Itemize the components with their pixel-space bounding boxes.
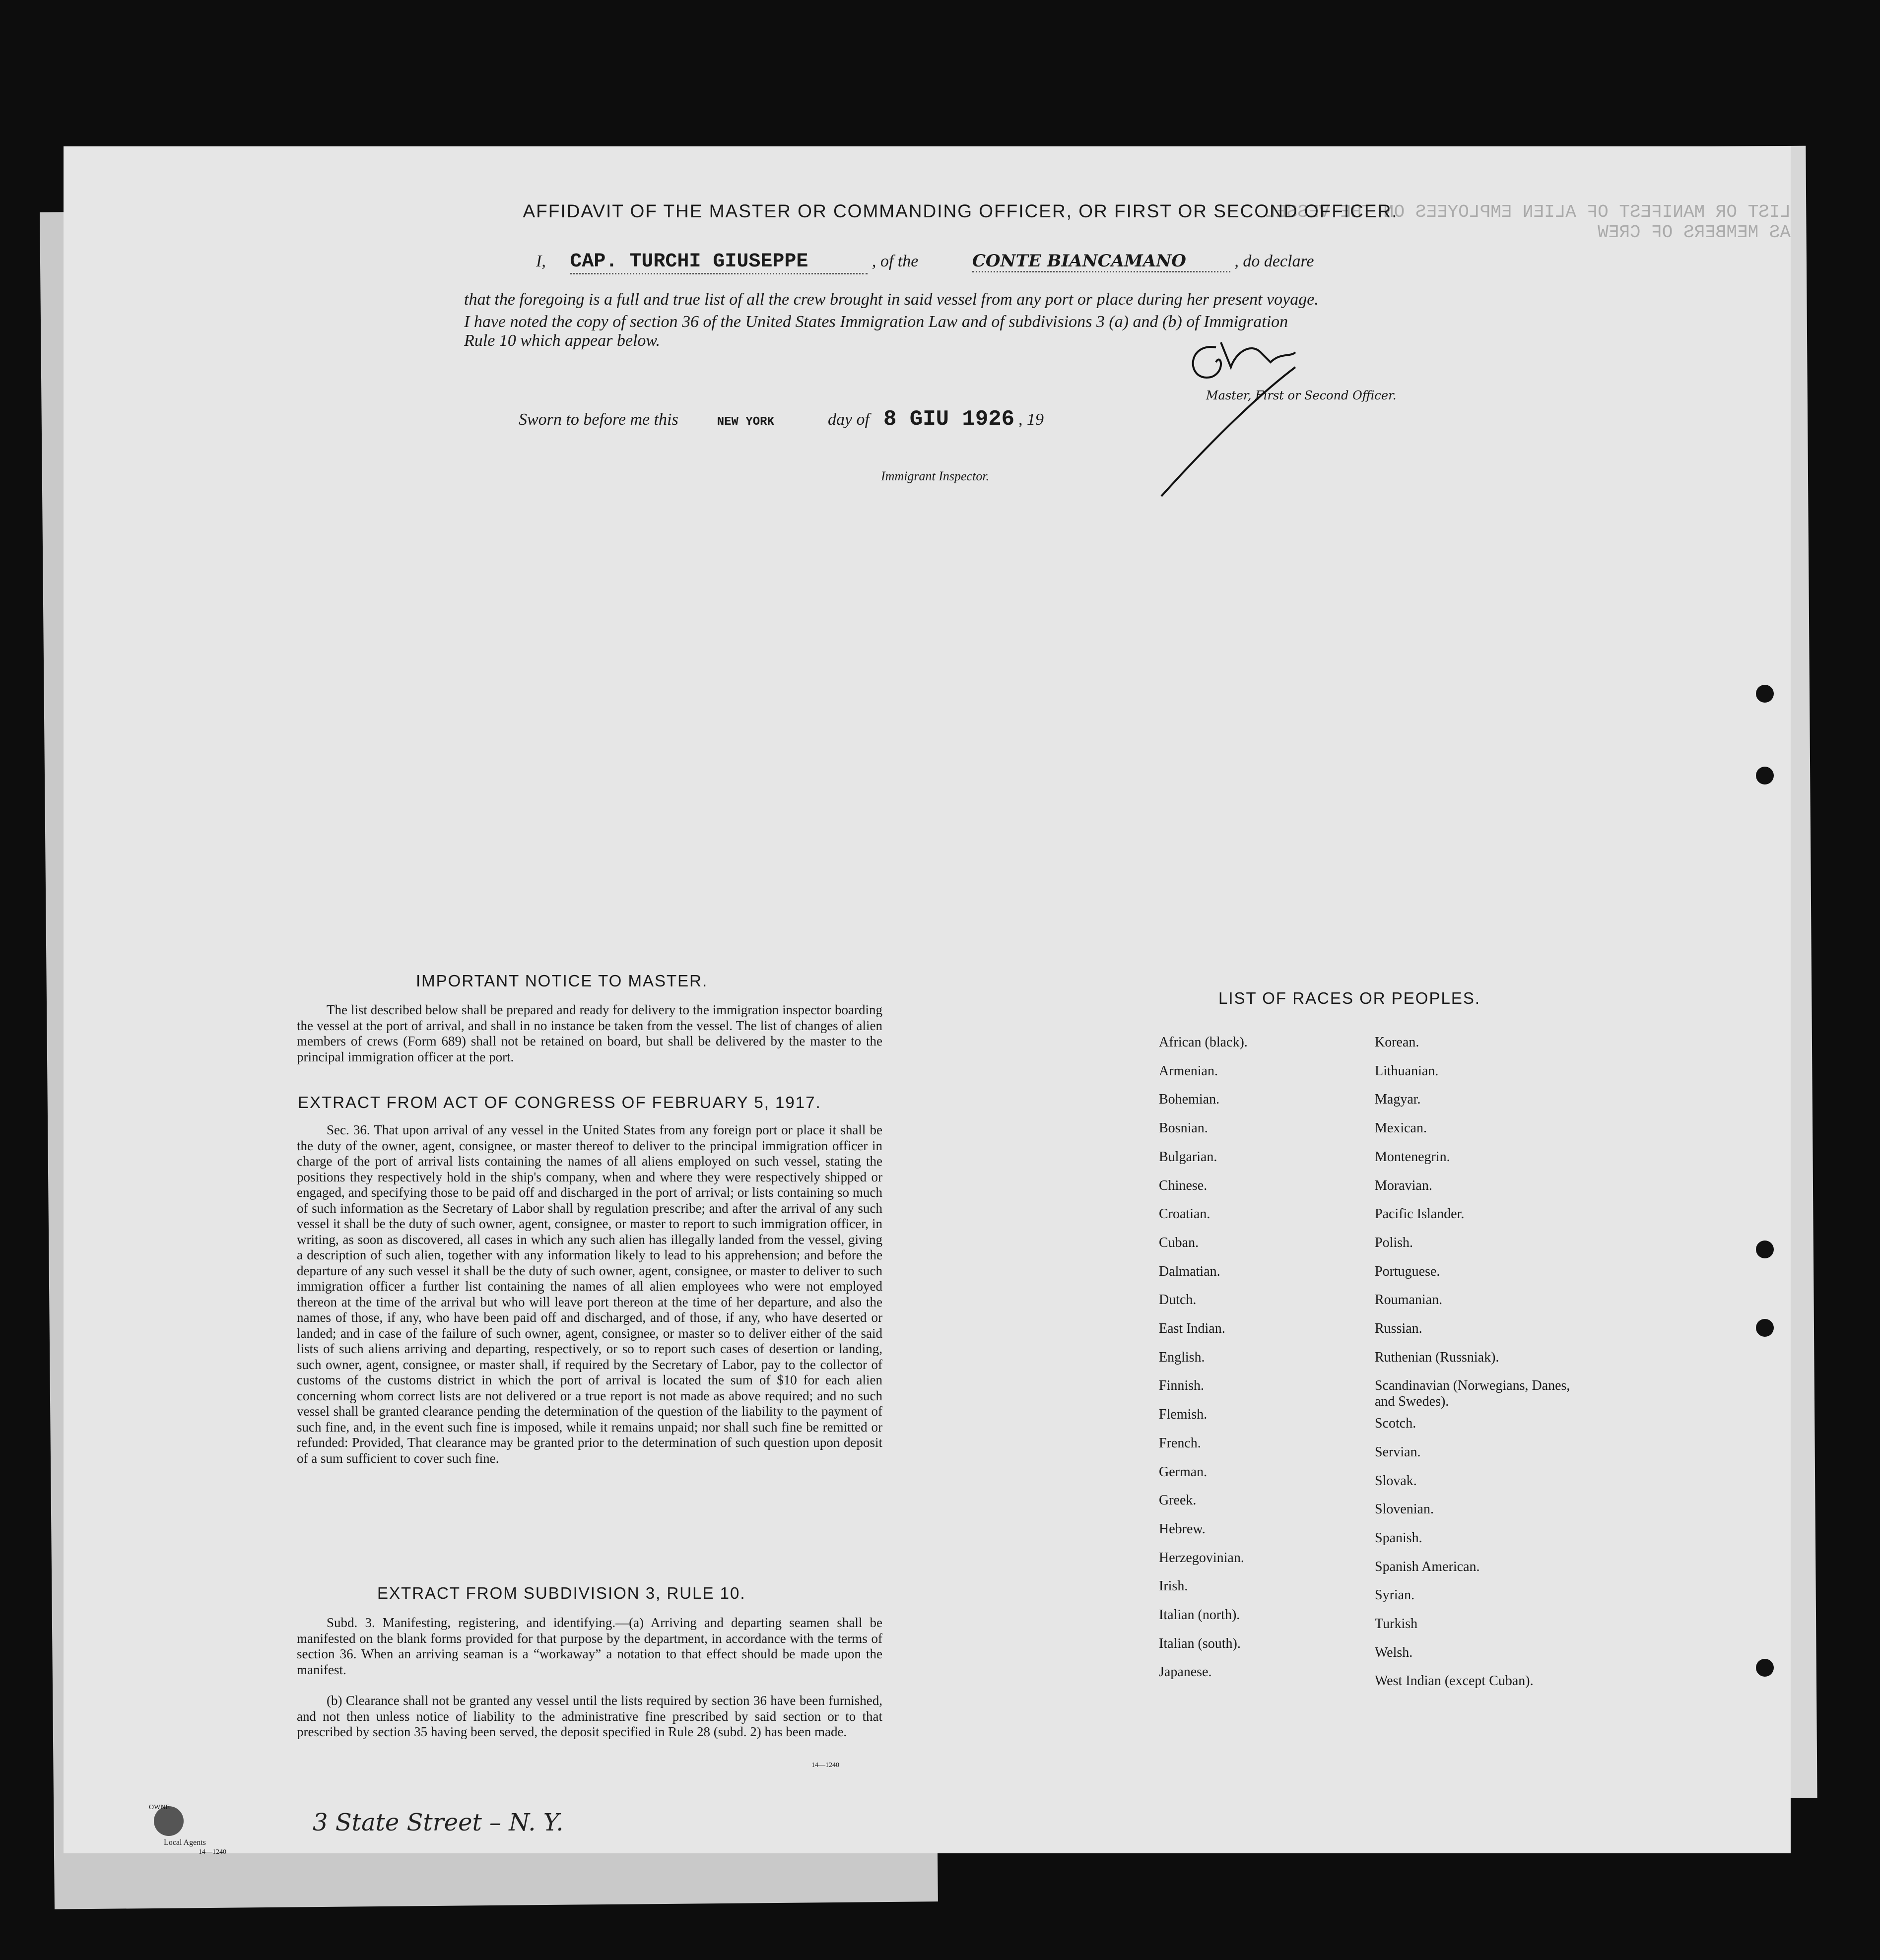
race-item-right: Korean. <box>1375 1035 1419 1050</box>
sworn-line <box>519 407 1114 432</box>
races-title: LIST OF RACES OR PEOPLES. <box>1218 989 1481 1007</box>
race-item-right: Roumanian. <box>1375 1292 1443 1308</box>
race-item-left: Irish. <box>1159 1578 1188 1594</box>
rule-title: EXTRACT FROM SUBDIVISION 3, RULE 10. <box>377 1584 746 1602</box>
race-item-left: Greek. <box>1159 1493 1197 1508</box>
i-prefix: I, <box>536 252 546 270</box>
bleed-through-header: LIST OR MANIFEST OF ALIEN EMPLOYEES ON THE VESSEL AS MEMBERS OF CREW <box>1265 202 1791 243</box>
act-title: EXTRACT FROM ACT OF CONGRESS OF FEBRUARY 5, 1917. <box>298 1093 821 1111</box>
rule-text-b: (b) Clearance shall not be granted any vessel until the lists required by section 36 have been furnished, and not then unless notice of liability to the administrative fine prescribed by said section or to that prescribed by section 35 having been served, the deposit specified in Rule 28 (subd. 2) has been made. <box>297 1693 882 1739</box>
race-item-left: Italian (north). <box>1159 1607 1240 1623</box>
race-item-left: Finnish. <box>1159 1378 1205 1394</box>
rule-form-number: 14—1240 <box>811 1762 839 1769</box>
race-item-right: Welsh. <box>1375 1644 1413 1660</box>
race-item-right: Lithuanian. <box>1375 1063 1439 1079</box>
race-item-left: Italian (south). <box>1159 1635 1241 1651</box>
notice-title: IMPORTANT NOTICE TO MASTER. <box>416 972 708 990</box>
race-item-left: Flemish. <box>1159 1407 1208 1423</box>
handwritten-address: 3 State Street – N. Y. <box>313 1809 564 1836</box>
race-item-left: Croatian. <box>1159 1206 1210 1222</box>
declaration-text-1: that the foregoing is a full and true list of all the crew brought in said vessel from any port or place during her present voyage. <box>464 290 1319 309</box>
year-suffix: , 19 <box>1018 410 1044 429</box>
race-item-left: German. <box>1159 1464 1208 1480</box>
race-item-left: East Indian. <box>1159 1321 1225 1336</box>
race-item-left: English. <box>1159 1349 1205 1365</box>
officer-name: CAP. TURCHI GIUSEPPE <box>570 251 868 274</box>
race-item-right: Pacific Islander. <box>1375 1206 1465 1222</box>
race-item-right: Spanish. <box>1375 1530 1422 1546</box>
sworn-date: 8 GIU 1926 <box>883 407 1015 432</box>
punch-hole <box>1756 767 1774 784</box>
document-page <box>64 146 1791 1853</box>
inspector-caption: Immigrant Inspector. <box>881 469 990 483</box>
declare-label: , do declare <box>1234 252 1314 270</box>
race-item-right: Polish. <box>1375 1235 1413 1250</box>
race-item-right: Slovak. <box>1375 1473 1417 1489</box>
race-item-right: Slovenian. <box>1375 1502 1434 1517</box>
punch-hole <box>1756 1319 1774 1337</box>
race-item-right: Scotch. <box>1375 1416 1416 1432</box>
race-item-right: Mexican. <box>1375 1120 1427 1136</box>
race-item-right: Moravian. <box>1375 1177 1432 1193</box>
race-item-right: Ruthenian (Russniak). <box>1375 1349 1499 1365</box>
of-the-label: , of the <box>872 252 919 270</box>
race-item-left: Herzegovinian. <box>1159 1550 1244 1566</box>
signature-caption: Master, First or Second Officer. <box>1206 389 1397 402</box>
local-agents-label: Local Agents <box>164 1838 206 1847</box>
race-item-right: Scandinavian (Norwegians, Danes, and Swedes). <box>1375 1378 1570 1410</box>
punch-hole <box>1756 685 1774 703</box>
race-item-left: Bulgarian. <box>1159 1149 1217 1165</box>
race-item-right: Portuguese. <box>1375 1263 1440 1279</box>
sworn-label: Sworn to before me this <box>519 410 678 429</box>
race-item-left: Bosnian. <box>1159 1120 1208 1136</box>
act-text: Sec. 36. That upon arrival of any vessel in the United States from any foreign port or place it shall be the duty of the owner, agent, consignee, or master thereof to deliver to the principal immigration officer in charge of the port of arrival lists containing the names of all aliens employed on such vessel, stating the positions they respectively hold in the ship's company, when and where they were respectively shipped or engaged, and specifying those to be paid off and discharged in the port of arrival; or lists containing so much of such information as the Secretary of Labor shall by regulation prescribe; and after the arrival of any such vessel it shall be the duty of such owner, agent, consignee, or master to report to such immigration officer, in writing, as soon as discovered, all cases in which any such alien has illegally landed from the vessel, giving a description of such alien, together with any information likely to lead to his apprehension; and before the departure of any such vessel it shall be the duty of such owner, agent, consignee, or master to deliver to such immigration officer a further list containing the names of all alien employees who were not employed thereon at the time of the arrival but who will leave port thereon at the time of her departure, and also the names of those, if any, who have been paid off and discharged, and of those, if any, who have deserted or landed; and in case of the failure of such owner, agent, consignee, or master so to deliver either of the said lists of such aliens arriving and departing, respectively, or so to report such cases of desertion or landing, such owner, agent, consignee, or master shall, if required by the Secretary of Labor, pay to the collector of customs of the customs district in which the port of arrival is located the sum of $10 for each alien concerning whom correct lists are not delivered or a true report is not made as above required; and no such vessel shall be granted clearance pending the determination of the question of the liability to the payment of such fine, and, in the event such fine is imposed, while it remains unpaid; nor shall such fine be remitted or refunded: Provided, That clearance may be granted prior to the determination of such question upon deposit of a sum sufficient to cover such fine. <box>297 1122 882 1466</box>
race-item-left: Dutch. <box>1159 1292 1197 1308</box>
race-item-left: Cuban. <box>1159 1235 1199 1250</box>
race-item-right: Russian. <box>1375 1321 1422 1336</box>
punch-hole <box>1756 1241 1774 1258</box>
race-item-left: Armenian. <box>1159 1063 1218 1079</box>
notice-text: The list described below shall be prepared and ready for delivery to the immigration inspector boarding the vessel at the port of arrival, and shall in no instance be taken from the vessel. The list of changes of alien members of crews (Form 689) shall not be retained on board, but shall be delivered by the master to the principal immigration officer at the port. <box>297 1002 882 1064</box>
race-item-right: West Indian (except Cuban). <box>1375 1673 1534 1689</box>
officer-signature <box>1156 323 1434 506</box>
race-item-left: Dalmatian. <box>1159 1263 1220 1279</box>
race-item-left: Japanese. <box>1159 1664 1212 1680</box>
race-item-left: Chinese. <box>1159 1177 1208 1193</box>
rule-text-a: Subd. 3. Manifesting, registering, and identifying.—(a) Arriving and departing seamen shall be manifested on the blank forms provided for that purpose by the department, in accordance with the terms of section 36. When an arriving seaman is a “workaway” a notation to that effect should be made upon the manifest. <box>297 1615 882 1677</box>
race-item-left: Hebrew. <box>1159 1521 1206 1537</box>
race-item-left: Bohemian. <box>1159 1092 1220 1108</box>
race-item-left: African (black). <box>1159 1035 1248 1050</box>
race-item-right: Servian. <box>1375 1444 1421 1460</box>
race-item-right: Spanish American. <box>1375 1559 1480 1574</box>
sworn-place: NEW YORK <box>717 415 774 429</box>
declaration-text-2: I have noted the copy of section 36 of the United States Immigration Law and of subdivisions 3 (a) and (b) of Immigration <box>464 313 1288 331</box>
race-item-right: Montenegrin. <box>1375 1149 1450 1165</box>
race-item-right: Syrian. <box>1375 1587 1415 1603</box>
race-item-right: Magyar. <box>1375 1092 1421 1108</box>
affidavit-title: AFFIDAVIT OF THE MASTER OR COMMANDING OFFICER, OR FIRST OR SECOND OFFICER. <box>523 201 1398 221</box>
day-of-label: day of <box>827 410 870 429</box>
vessel-name: CONTE BIANCAMANO <box>972 251 1230 272</box>
declaration-text-3: Rule 10 which appear below. <box>464 331 661 350</box>
bottom-form-number: 14—1240 <box>199 1848 226 1856</box>
declaration-line <box>536 251 1429 274</box>
race-item-left: French. <box>1159 1435 1201 1451</box>
punch-hole <box>1756 1659 1774 1677</box>
owner-stamp-text: OWNE <box>149 1804 170 1811</box>
race-item-right: Turkish <box>1375 1616 1418 1632</box>
